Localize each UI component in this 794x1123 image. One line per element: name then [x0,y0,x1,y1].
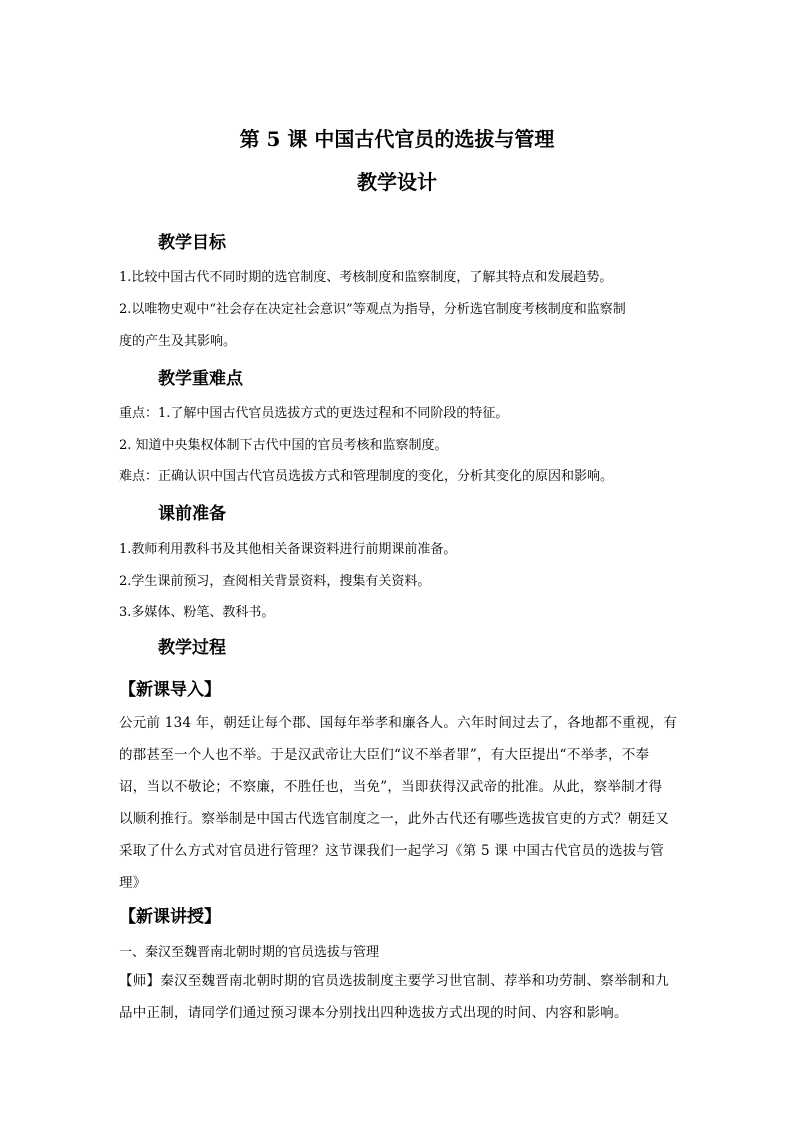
section-heading-prep: 课前准备 [158,504,226,524]
intro-line: 采取了什么方式对官员进行管理？这节课我们一起学习《第 5 课 中国古代官员的选拔与管 [119,843,664,859]
goal-item-2-cont: 度的产生及其影响。 [119,334,237,349]
intro-line: 以顺利推行。察举制是中国古代选官制度之一，此外古代还有哪些选拔官吏的方式？朝廷又 [119,811,669,827]
intro-line: 理》 [119,875,147,891]
section-heading-process: 教学过程 [158,638,226,658]
goal-item-2: 2.以唯物史观中“社会存在决定社会意识”等观点为指导，分析选官制度考核制度和监察制 [119,302,626,317]
section-heading-keypoints: 教学重难点 [158,369,243,389]
keypoint-item-1: 重点：1.了解中国古代官员选拔方式的更迭过程和不同阶段的特征。 [119,406,509,421]
lecture-section-title: 一、秦汉至魏晋南北朝时期的官员选拔与管理 [119,945,380,960]
subheading-lecture: 【新课讲授】 [119,907,221,927]
prep-item-2: 2.学生课前预习，查阅相关背景资料，搜集有关资料。 [119,574,431,589]
subheading-intro: 【新课导入】 [119,680,221,700]
intro-paragraph [119,707,679,899]
lecture-paragraph [119,965,679,1029]
difficulty-item: 难点：正确认识中国古代官员选拔方式和管理制度的变化，分析其变化的原因和影响。 [119,469,614,484]
page-subtitle: 教学设计 [357,170,437,194]
lecture-line: 品中正制，请同学们通过预习课本分别找出四种选拔方式出现的时间、内容和影响。 [119,1005,628,1021]
section-heading-goals: 教学目标 [158,233,226,253]
page-title: 第 5 课 中国古代官员的选拔与管理 [239,127,555,151]
lecture-line: 【师】秦汉至魏晋南北朝时期的官员选拔制度主要学习世官制、荐举和功劳制、察举制和九 [119,973,669,989]
prep-item-1: 1.教师利用教科书及其他相关备课资料进行前期课前准备。 [119,542,457,557]
goal-item-1: 1.比较中国古代不同时期的选官制度、考核制度和监察制度，了解其特点和发展趋势。 [119,270,613,285]
keypoint-item-2: 2. 知道中央集权体制下古代中国的官员考核和监察制度。 [119,438,448,453]
prep-item-3: 3.多媒体、粉笔、教科书。 [119,605,275,620]
intro-line: 的郡甚至一个人也不举。于是汉武帝让大臣们“议不举者罪”，有大臣提出“不举孝，不奉 [119,747,650,763]
intro-line: 公元前 134 年，朝廷让每个郡、国每年举孝和廉各人。六年时间过去了，各地都不重视，有 [119,715,678,731]
intro-line: 诏，当以不敬论；不察廉，不胜任也，当免”，当即获得汉武帝的批准。从此，察举制才得 [119,779,663,795]
